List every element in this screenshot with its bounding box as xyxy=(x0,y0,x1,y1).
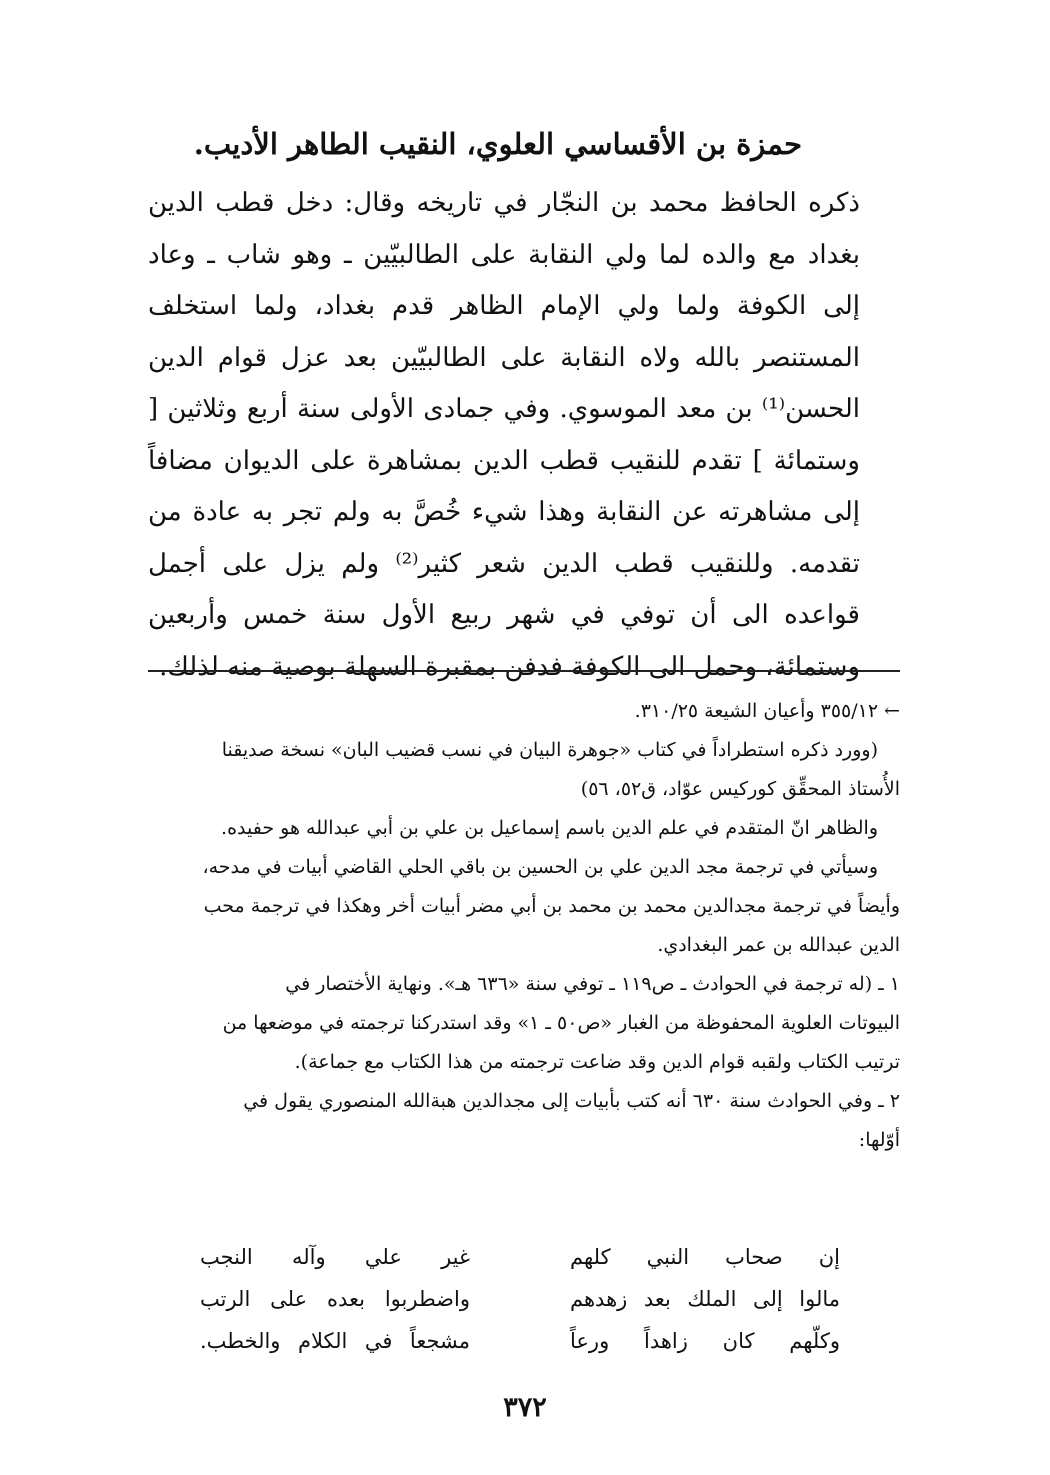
footnote-1-line: ١ ـ (له ترجمة في الحوادث ـ ص١١٩ ـ توفي سنة «٦٣٦ هـ». ونهاية الأختصار في xyxy=(285,973,900,995)
footnote-reference: ٣٥٥/١٢ وأعيان الشيعة ٣١٠/٢٥. xyxy=(634,700,879,722)
footnote-line: وسيأتي في ترجمة مجد الدين علي بن الحسين بن باقي الحلي القاضي أبيات في مدحه، xyxy=(202,856,878,878)
footnote-2-line: ٢ ـ وفي الحوادث سنة ٦٣٠ أنه كتب بأبيات إلى مجدالدين هبةالله المنصوري يقول في xyxy=(243,1090,900,1112)
footnote-line: والظاهر انّ المتقدم في علم الدين باسم إسماعيل بن علي بن أبي عبدالله هو حفيده. xyxy=(221,817,878,839)
poem-verses xyxy=(200,1236,840,1362)
verse-first-hemistich: مالوا إلى الملك بعد زهدهم xyxy=(570,1287,840,1311)
verse-first-hemistich: إن صحاب النبي كلهم xyxy=(570,1245,840,1269)
continuation-arrow-icon: ← xyxy=(884,700,900,722)
footnote-line: (وورد ذكره استطراداً في كتاب «جوهرة البيان في نسب قضيب البان» نسخة صديقنا xyxy=(221,739,878,761)
footnote-1-line: البيوتات العلوية المحفوظة من الغبار «ص٥٠ ـ ١» وقد استدركنا ترجمته في موضعها من xyxy=(222,1012,900,1034)
footnote-reference-line xyxy=(148,692,900,731)
verse-row xyxy=(200,1278,840,1320)
verse-second-hemistich: مشجعاً في الكلام والخطب. xyxy=(200,1329,470,1353)
entry-heading: حمزة بن الأقساسي العلوي، النقيب الطاهر الأديب. xyxy=(193,127,802,161)
verse-second-hemistich: واضطربوا بعده على الرتب xyxy=(200,1287,470,1311)
footnote-divider xyxy=(148,670,900,672)
footnote-line: وأيضاً في ترجمة مجدالدين محمد بن محمد بن أبي مضر أبيات أخر وهكذا في ترجمة محب xyxy=(203,895,900,917)
footnote-1-line: ترتيب الكتاب ولقبه قوام الدين وقد ضاعت ترجمته من هذا الكتاب مع جماعة). xyxy=(294,1051,900,1073)
footnotes xyxy=(148,692,900,1160)
page-number: ٣٧٢ xyxy=(503,1392,547,1423)
verse-row xyxy=(200,1320,840,1362)
main-paragraph: ذكره الحافظ محمد بن النجّار في تاريخه وقال: دخل قطب الدين بغداد مع والده لما ولي النقابة على الطالبيّين ـ وهو شاب ـ وعاد إلى الكوفة ولما ولي الإمام الظاهر قدم بغداد، ولما استخلف المستنصر بالله ولاه النقابة على الطالبيّين بعد عزل قوام الدين الحسن⁽¹⁾ بن معد الموسوي. وفي جمادى الأولى سنة أربع وثلاثين [ وستمائة ] تقدم للنقيب قطب الدين بمشاهرة على الديوان مضافاً إلى مشاهرته عن النقابة وهذا شيء خُصَّ به ولم تجر به عادة من تقدمه. وللنقيب قطب الدين شعر كثير⁽²⁾ ولم يزل على أجمل قواعده الى أن توفي في شهر ربيع الأول سنة خمس وأربعين وستمائة، وحمل الى الكوفة فدفن بمقبرة السهلة بوصية منه لذلك. xyxy=(148,188,860,682)
footnote-line: الأُستاذ المحقِّق كوركيس عوّاد، ق٥٢، ٥٦) xyxy=(580,778,900,800)
verse-second-hemistich: غير علي وآله النجب xyxy=(200,1245,470,1269)
footnote-line: الدين عبدالله بن عمر البغدادي. xyxy=(657,934,900,956)
verse-first-hemistich: وكلّهم كان زاهداً ورعاً xyxy=(570,1329,840,1353)
verse-row xyxy=(200,1236,840,1278)
footnote-2-line: أوّلها: xyxy=(858,1129,900,1151)
